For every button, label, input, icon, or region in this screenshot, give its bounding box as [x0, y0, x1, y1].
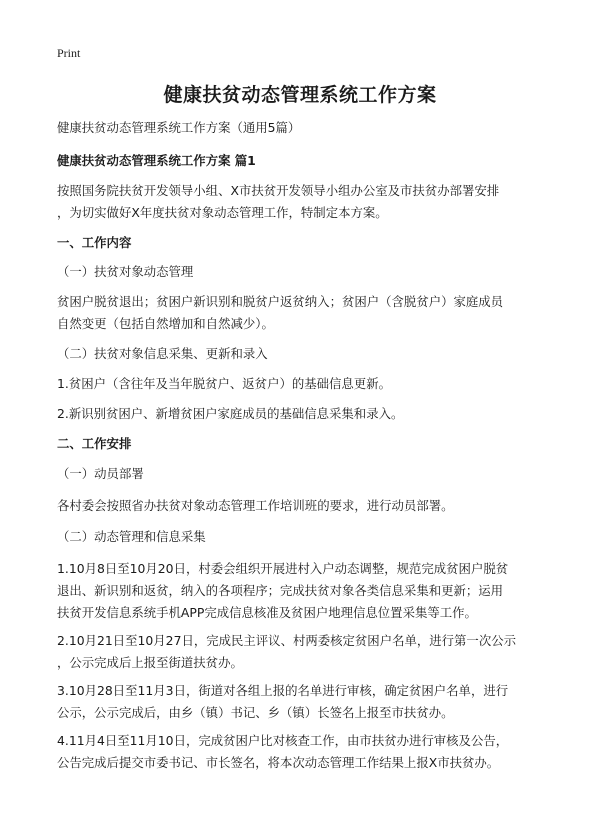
subheading-mobilization: （一）动员部署	[57, 466, 144, 481]
schedule-1-line-2: 退出、新识别和返贫，纳入的各项程序；完成扶贫对象各类信息采集和更新；运用	[57, 583, 504, 598]
schedule-3-line-2: 公示，公示完成后，由乡（镇）书记、乡（镇）长签名上报至市扶贫办。	[57, 705, 454, 720]
paragraph-1-line-2: 自然变更（包括自然增加和自然减少）。	[57, 316, 274, 331]
document-title: 健康扶贫动态管理系统工作方案	[163, 84, 437, 106]
schedule-1-line-1: 1.10月8日至10月20日，村委会组织开展进村入户动态调整，规范完成贫困户脱贫	[57, 561, 509, 576]
schedule-3-line-1: 3.10月28日至11月3日，街道对各组上报的名单进行审核，确定贫困户名单，进行	[57, 683, 509, 698]
list-item-2: 2.新识别贫困户、新增贫困户家庭成员的基础信息采集和录入。	[57, 406, 404, 421]
section-heading: 健康扶贫动态管理系统工作方案 篇1	[57, 153, 256, 168]
document-subtitle: 健康扶贫动态管理系统工作方案（通用5篇）	[57, 120, 301, 135]
schedule-4-line-1: 4.11月4日至11月10日，完成贫困户比对核查工作，由市扶贫办进行审核及公告，	[57, 733, 509, 748]
list-item-1: 1.贫困户（含往年及当年脱贫户、返贫户）的基础信息更新。	[57, 376, 391, 391]
schedule-2-line-2: ，公示完成后上报至街道扶贫办。	[57, 655, 243, 670]
heading-work-arrangement: 二、工作安排	[57, 436, 132, 451]
subheading-info-collection: （二）扶贫对象信息采集、更新和录入	[57, 346, 268, 361]
print-label[interactable]: Print	[57, 46, 81, 60]
intro-line-2: ，为切实做好X年度扶贫对象动态管理工作，特制定本方案。	[57, 205, 388, 220]
subheading-poverty-dynamic-management: （一）扶贫对象动态管理	[57, 264, 194, 279]
intro-line-1: 按照国务院扶贫开发领导小组、X市扶贫开发领导小组办公室及市扶贫办部署安排	[57, 183, 500, 198]
schedule-4-line-2: 公告完成后提交市委书记、市长签名，将本次动态管理工作结果上报X市扶贫办。	[57, 755, 500, 770]
schedule-1-line-3: 扶贫开发信息系统手机APP完成信息核准及贫困户地理信息位置采集等工作。	[57, 605, 477, 620]
heading-work-content: 一、工作内容	[57, 235, 132, 250]
paragraph-1-line-1: 贫困户脱贫退出；贫困户新识别和脱贫户返贫纳入；贫困户（含脱贫户）家庭成员	[57, 294, 504, 309]
subheading-dynamic-management: （二）动态管理和信息采集	[57, 529, 206, 544]
schedule-2-line-1: 2.10月21日至10月27日，完成民主评议、村两委核定贫困户名单，进行第一次公示	[57, 633, 516, 648]
paragraph-2: 各村委会按照省办扶贫对象动态管理工作培训班的要求，进行动员部署。	[57, 498, 454, 513]
